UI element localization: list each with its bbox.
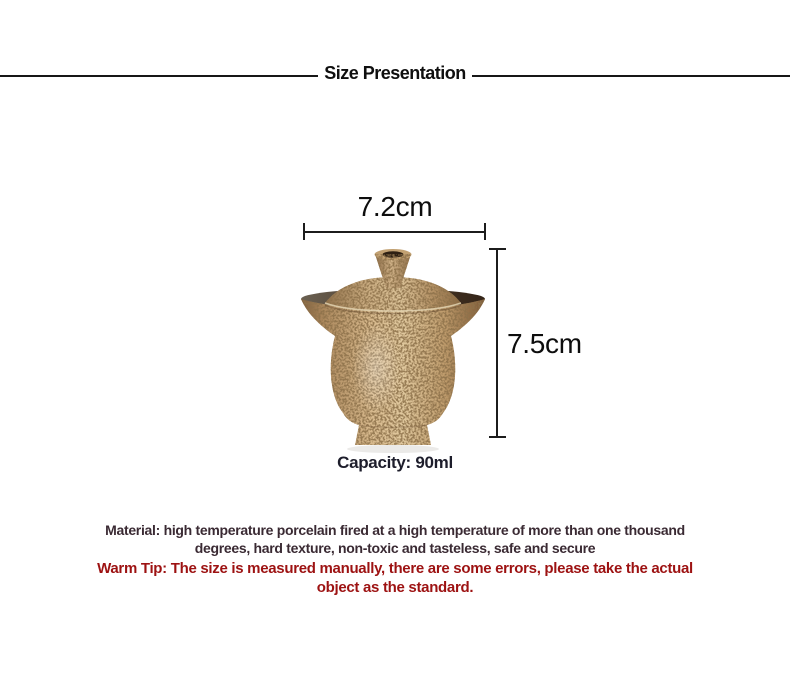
warm-tip-note [0,559,790,597]
page-title: Size Presentation [324,63,466,83]
material-note-line2: degrees, hard texture, non-toxic and tasteless, safe and secure [194,540,596,556]
warm-tip-line2: object as the standard. [316,579,474,596]
product-shadow [347,445,439,453]
product-image-gaiwan [291,243,495,458]
width-dimension-label: 7.2cm [357,191,433,222]
width-dimension-tick-right [484,223,486,240]
height-dimension-line [496,249,498,437]
header-divider-right [472,75,790,77]
capacity-label: Capacity: 90ml [337,453,453,472]
body-sheen [352,323,400,413]
warm-tip-line1: Warm Tip: The size is measured manually, there are some errors, please take the actual [97,560,693,577]
width-dimension-tick-left [303,223,305,240]
height-dimension-label: 7.5cm [507,328,582,359]
material-note-line1: Material: high temperature porcelain fired at a high temperature of more than one thousand [105,522,685,538]
width-dimension-line [304,231,485,233]
material-note [0,521,790,557]
